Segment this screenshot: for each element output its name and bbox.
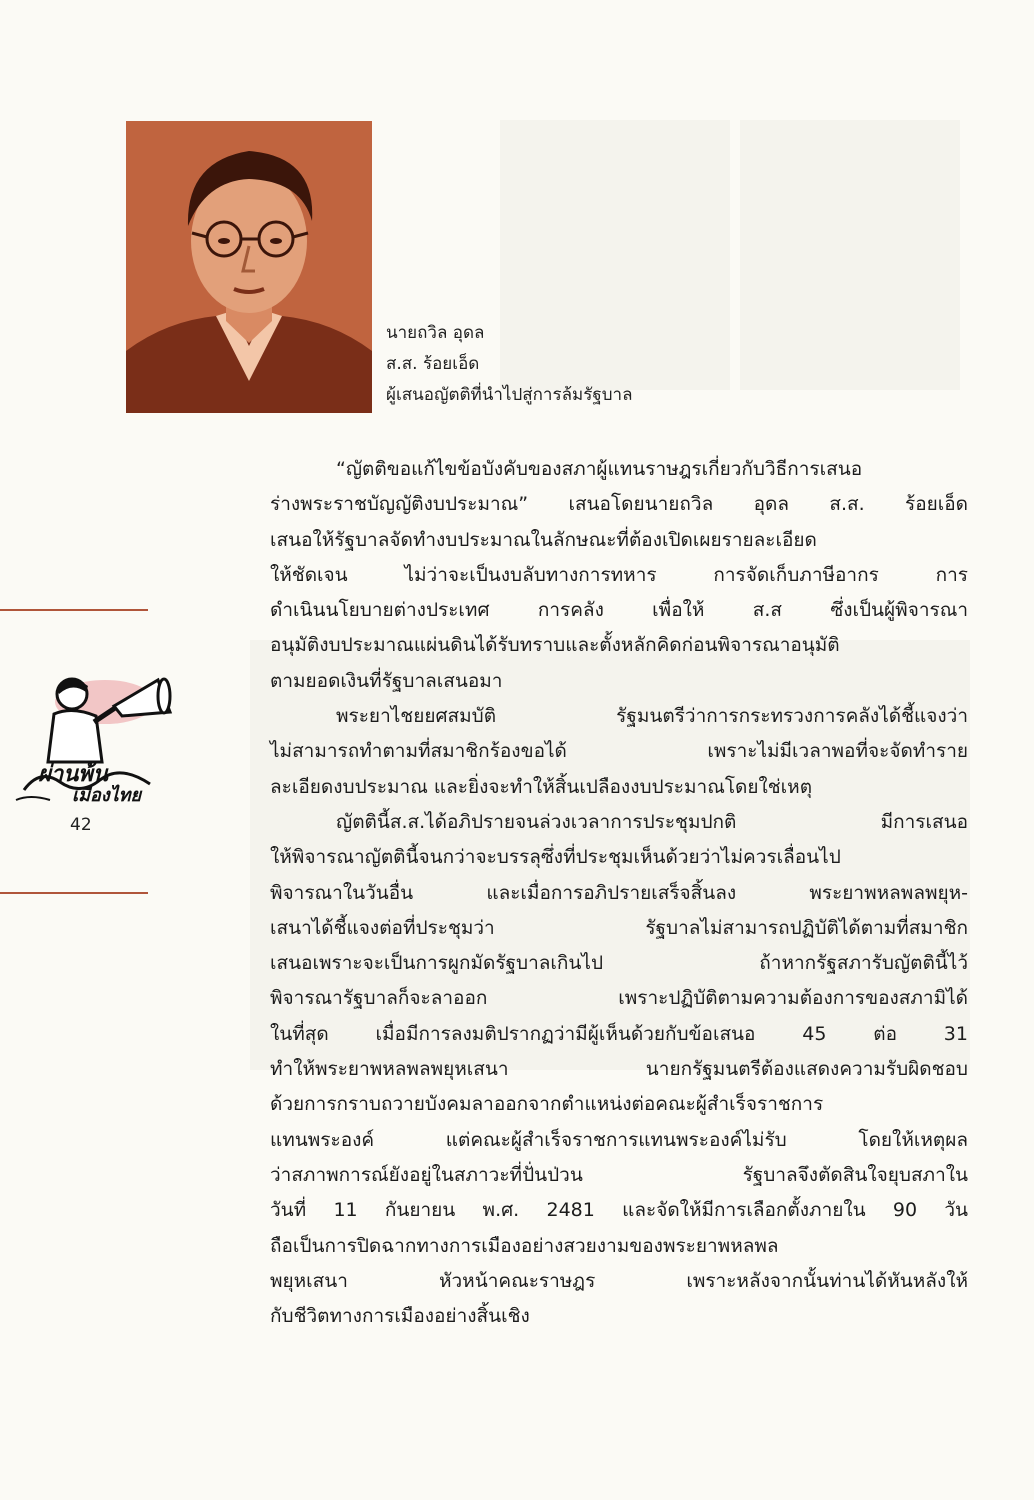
- paragraph-line: ละเอียดงบประมาณ และยิ่งจะทำให้สิ้นเปลืองงบประมาณโดยใช่เหตุ: [270, 775, 813, 798]
- paragraph-line: วันที่ 11 กันยายน พ.ศ. 2481 และจัดให้มีการเลือกตั้งภายใน 90 วัน: [270, 1199, 968, 1222]
- paragraph-line: ให้ชัดเจน ไม่ว่าจะเป็นงบลับทางการทหาร การจัดเก็บภาษีอากร การ: [270, 563, 968, 586]
- paragraph-line: พิจารณาในวันอื่น และเมื่อการอภิปรายเสร็จสิ้นลง พระยาพหลพลพยุห-: [270, 881, 968, 904]
- paragraph-line: กับชีวิตทางการเมืองอย่างสิ้นเชิง: [270, 1305, 530, 1328]
- bleed-through-block-2: [740, 120, 960, 390]
- paragraph-line: เสนอเพราะจะเป็นการผูกมัดรัฐบาลเกินไป ถ้าหากรัฐสภารับญัตตินี้ไว้: [270, 952, 968, 975]
- margin-rule-top: [0, 609, 148, 611]
- paragraph-line: “ญัตติขอแก้ไขข้อบังคับของสภาผู้แทนราษฎรเกี่ยวกับวิธีการเสนอ: [336, 458, 863, 480]
- caption-title: ส.ส. ร้อยเอ็ด: [386, 354, 480, 374]
- paragraph-line: ทำให้พระยาพหลพลพยุหเสนา นายกรัฐมนตรีต้องแสดงความรับผิดชอบ: [270, 1058, 968, 1081]
- paragraph-line: ว่าสภาพการณ์ยังอยู่ในสภาวะที่ปั่นป่วน รัฐบาลจึงตัดสินใจยุบสภาใน: [270, 1163, 968, 1186]
- logo-text-1: ผ่านพ้น: [38, 761, 108, 787]
- paragraph-line: แทนพระองค์ แต่คณะผู้สำเร็จราชการแทนพระองค์ไม่รับ โดยให้เหตุผล: [270, 1128, 968, 1151]
- paragraph-line: ด้วยการกราบถวายบังคมลาออกจากตำแหน่งต่อคณะผู้สำเร็จราชการ: [270, 1093, 824, 1116]
- section-logo: [10, 672, 178, 808]
- paragraph-line: ดำเนินนโยบายต่างประเทศ การคลัง เพื่อให้ ส.ส ซึ่งเป็นผู้พิจารณา: [270, 599, 968, 622]
- paragraph-line: ญัตตินี้ส.ส.ได้อภิปรายจนล่วงเวลาการประชุมปกติ มีการเสนอ: [336, 810, 968, 833]
- paragraph-line: เสนอให้รัฐบาลจัดทำงบประมาณในลักษณะที่ต้องเปิดเผยรายละเอียด: [270, 528, 817, 551]
- photo-caption: [386, 318, 633, 411]
- paragraph-line: พระยาไชยยศสมบัติ รัฐมนตรีว่าการกระทรวงการคลังได้ชี้แจงว่า: [336, 705, 968, 728]
- paragraph-line: ในที่สุด เมื่อมีการลงมติปรากฏว่ามีผู้เห็นด้วยกับข้อเสนอ 45 ต่อ 31: [270, 1022, 968, 1045]
- paragraph-line: เสนาได้ชี้แจงต่อที่ประชุมว่า รัฐบาลไม่สามารถปฏิบัติได้ตามที่สมาชิก: [270, 916, 968, 939]
- caption-description: ผู้เสนอญัตติที่นำไปสู่การล้มรัฐบาล: [386, 385, 633, 405]
- paragraph-line: ถือเป็นการปิดฉากทางการเมืองอย่างสวยงามของพระยาพหลพล: [270, 1234, 779, 1257]
- margin-rule-bottom: [0, 892, 148, 894]
- paragraph-line: พิจารณารัฐบาลก็จะลาออก เพราะปฏิบัติตามความต้องการของสภามิได้: [270, 987, 968, 1010]
- paragraph-line: พยุหเสนา หัวหน้าคณะราษฎร เพราะหลังจากนั้นท่านได้หันหลังให้: [270, 1269, 968, 1292]
- paragraph-line: ตามยอดเงินที่รัฐบาลเสนอมา: [270, 669, 503, 692]
- portrait-photo: [126, 121, 372, 413]
- paragraph-line: อนุมัติงบประมาณแผ่นดินได้รับทราบและตั้งหลักคิดก่อนพิจารณาอนุมัติ: [270, 634, 840, 657]
- paragraph-line: ร่างพระราชบัญญัติงบประมาณ” เสนอโดยนายถวิล อุดล ส.ส. ร้อยเอ็ด: [270, 493, 968, 516]
- page-number: 42: [70, 815, 92, 835]
- logo-text-2: เมืองไทย: [72, 785, 142, 806]
- paragraph-line: ให้พิจารณาญัตตินี้จนกว่าจะบรรลุซึ่งที่ประชุมเห็นด้วยว่าไม่ควรเลื่อนไป: [270, 846, 841, 869]
- caption-name: นายถวิล อุดล: [386, 323, 485, 343]
- paragraph-line: ไม่สามารถทำตามที่สมาชิกร้องขอได้ เพราะไม่มีเวลาพอที่จะจัดทำราย: [270, 740, 968, 763]
- body-text: [270, 452, 968, 1334]
